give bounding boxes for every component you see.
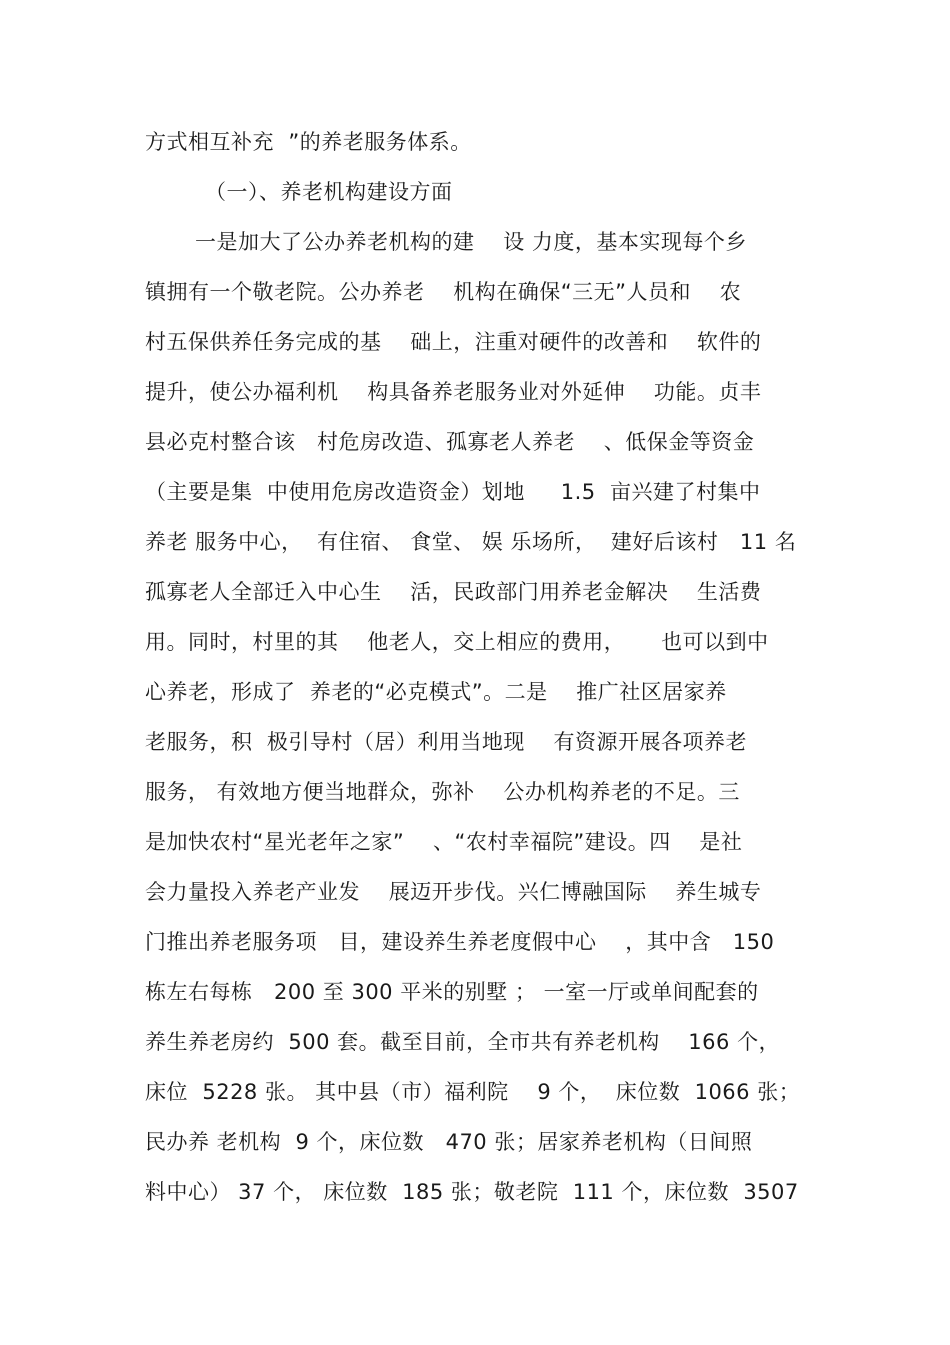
text-line: 栋左右每栋 200 至 300 平米的别墅 ； 一室一厅或单间配套的 [145,980,759,1004]
text-line: 村五保供养任务完成的基 础上，注重对硬件的改善和 软件的 [145,330,762,354]
text-line: 老服务，积 极引导村（居）利用当地现 有资源开展各项养老 [145,730,748,754]
text-line: 县必克村整合该 村危房改造、孤寡老人养老 、低保金等资金 [145,430,755,454]
text-line: 养老 服务中心， 有住宿、 食堂、 娱 乐场所， 建好后该村 11 名 [145,530,797,554]
text-line: 料中心） 37 个， 床位数 185 张；敬老院 111 个，床位数 3507 [145,1180,799,1204]
text-line: 服务， 有效地方便当地群众，弥补 公办机构养老的不足。三 [145,780,740,804]
text-line: 镇拥有一个敬老院。公办养老 机构在确保“三无”人员和 农 [145,280,742,304]
text-line: 门推出养老服务项 目，建设养生养老度假中心 ，其中含 150 [145,930,775,954]
text-line: 提升，使公办福利机 构具备养老服务业对外延伸 功能。贞丰 [145,380,762,404]
text-line: 养生养老房约 500 套。截至目前，全市共有养老机构 166 个， [145,1030,781,1054]
text-line: 心养老，形成了 养老的“必克模式”。二是 推广社区居家养 [145,680,727,704]
paragraph-first-line: 一是加大了公办养老机构的建 设 力度，基本实现每个乡 [195,230,747,254]
text-line: 会力量投入养老产业发 展迈开步伐。兴仁博融国际 养生城专 [145,880,762,904]
text-line: 民办养 老机构 9 个，床位数 470 张；居家养老机构（日间照 [145,1130,753,1154]
text-line: 方式相互补充 ”的养老服务体系。 [145,130,472,154]
text-line: 孤寡老人全部迁入中心生 活，民政部门用养老金解决 生活费 [145,580,762,604]
text-line: （主要是集 中使用危房改造资金）划地 1.5 亩兴建了村集中 [145,480,761,504]
text-line: 用。同时，村里的其 他老人，交上相应的费用， 也可以到中 [145,630,769,654]
section-heading: （一）、养老机构建设方面 [205,180,453,204]
text-line: 床位 5228 张。 其中县（市）福利院 9 个， 床位数 1066 张； [145,1080,801,1104]
text-line: 是加快农村“星光老年之家” 、“农村幸福院”建设。四 是社 [145,830,743,854]
